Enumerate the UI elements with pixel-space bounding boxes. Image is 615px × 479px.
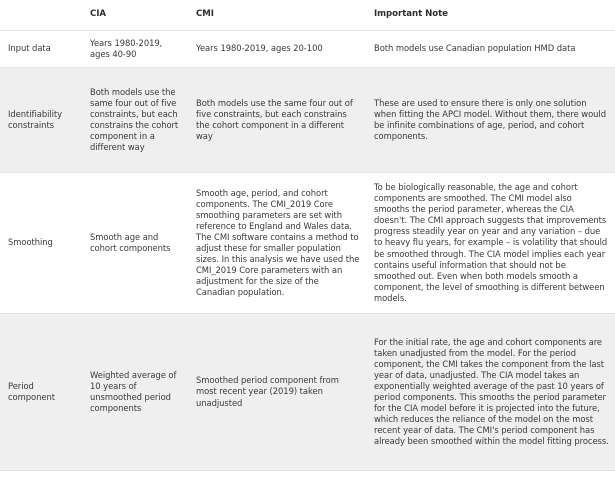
cell-note-input-data: Both models use Canadian population HMD data bbox=[366, 31, 615, 68]
cell-cia-period-component: Weighted average of 10 years of unsmoothed period components bbox=[82, 314, 188, 471]
cell-note-smoothing: To be biologically reasonable, the age and cohort components are smoothed. The CMI model also smooths the period parameter, whereas the CIA doesn't. The CMI approach suggests that improvements progress steadily year on year and any variation – due to heavy flu years, for example – is volatility that should be smoothed through. The CIA model implies each year contains useful information that should not be smoothed out. Even when both models smooth a component, the level of smoothing is different between models. bbox=[366, 173, 615, 314]
cell-cmi-period-component: Smoothed period component from most recent year (2019) taken unadjusted bbox=[188, 314, 366, 471]
row-period-component bbox=[0, 314, 615, 471]
cell-cmi-identifiability: Both models use the same four out of five constraints, but each constrains the cohort component in a different way bbox=[188, 68, 366, 173]
cell-cmi-input-data: Years 1980-2019, ages 20-100 bbox=[188, 31, 366, 68]
row-label-input-data: Input data bbox=[0, 31, 82, 68]
cell-cia-input-data: Years 1980-2019, ages 40-90 bbox=[82, 31, 188, 68]
row-label-smoothing: Smoothing bbox=[0, 173, 82, 314]
row-label-period-component: Period component bbox=[0, 314, 82, 471]
row-identifiability bbox=[0, 68, 615, 173]
header-cmi: CMI bbox=[188, 0, 366, 31]
row-label-identifiability: Identifiability constraints bbox=[0, 68, 82, 173]
header-note: Important Note bbox=[366, 0, 615, 31]
row-input-data bbox=[0, 31, 615, 68]
cell-cmi-smoothing: Smooth age, period, and cohort components. The CMI_2019 Core smoothing parameters are set with reference to England and Wales data. The CMI software contains a method to adjust these for smaller population sizes. In this analysis we have used the CMI_2019 Core parameters with an adjustment for the size of the Canadian population. bbox=[188, 173, 366, 314]
cell-cia-identifiability: Both models use the same four out of five constraints, but each constrains the cohort component in a different way bbox=[82, 68, 188, 173]
row-smoothing bbox=[0, 173, 615, 314]
cell-note-period-component: For the initial rate, the age and cohort components are taken unadjusted from the model. For the period component, the CMI takes the component from the last year of data, unadjusted. The CIA model takes an exponentially weighted average of the past 10 years of period components. This smooths the period parameter for the CIA model before it is projected into the future, which reduces the reliance of the model on the most recent year of data. The CMI's period component has already been smoothed within the model fitting process. bbox=[366, 314, 615, 471]
header-row bbox=[0, 0, 615, 31]
cell-note-identifiability: These are used to ensure there is only one solution when fitting the APCI model. Without them, there would be infinite combinations of age, period, and cohort components. bbox=[366, 68, 615, 173]
header-blank bbox=[0, 0, 82, 31]
header-cia: CIA bbox=[82, 0, 188, 31]
cell-cia-smoothing: Smooth age and cohort components bbox=[82, 173, 188, 314]
